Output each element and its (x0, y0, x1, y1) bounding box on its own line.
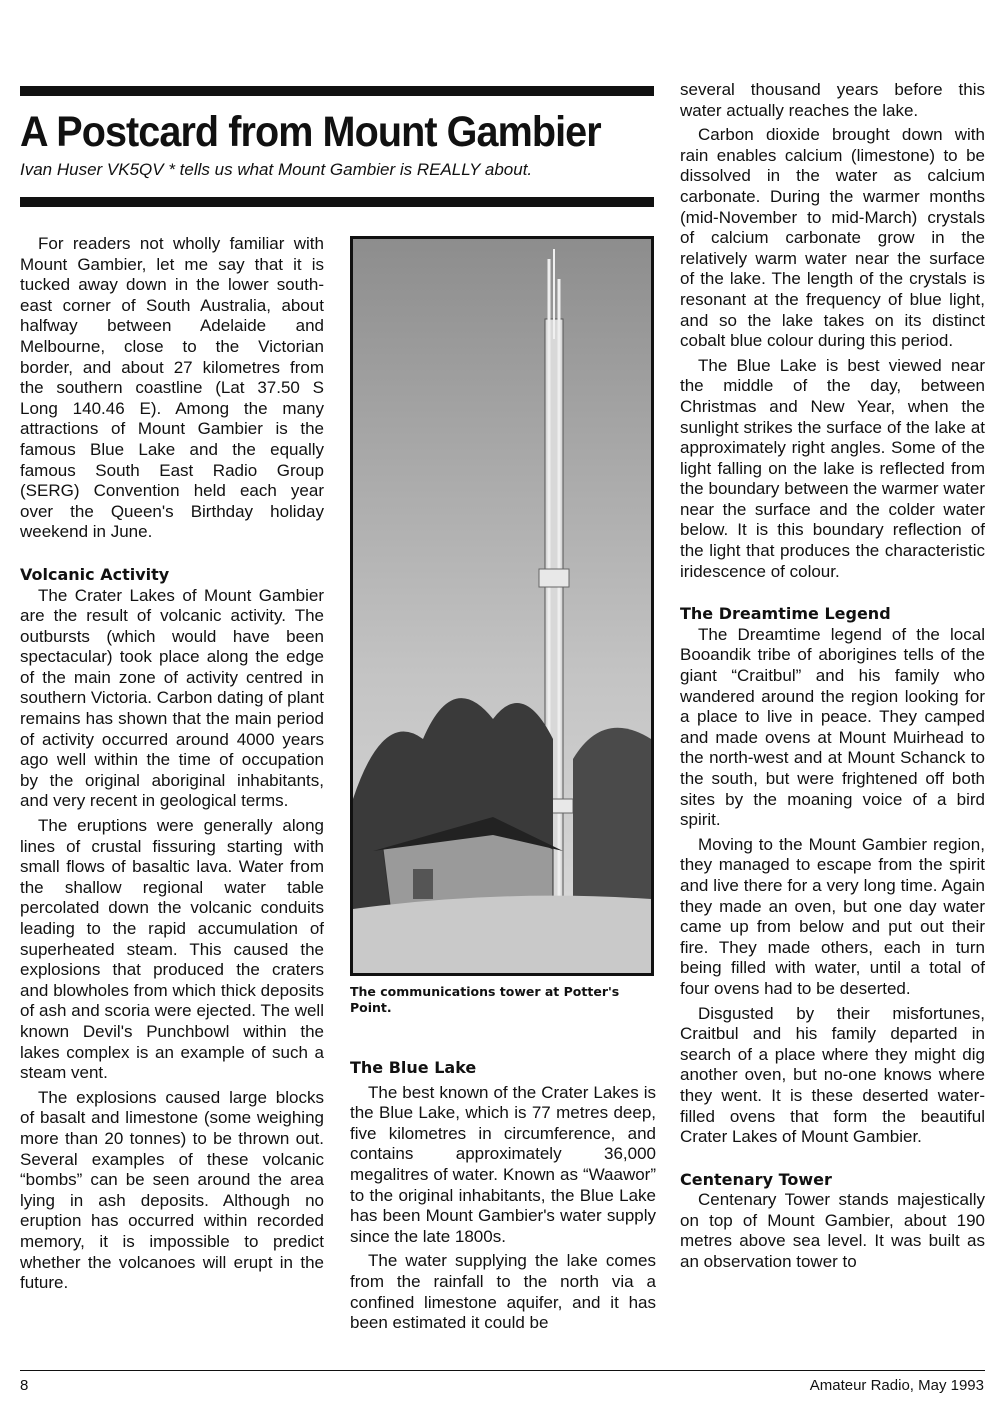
footer-rule (20, 1370, 985, 1371)
paragraph: The Crater Lakes of Mount Gambier are the result of volcanic activity. The outbursts (which would have been spectacular) took place along the edge of the main zone of activity centred in southern Victoria. Carbon dating of plant remains has shown that the main period of activity occurred around 4000 years ago well within the time of occupation by the original aboriginal inhabitants, and very recent in geological terms. (20, 585, 324, 811)
heading-the-blue-lake: The Blue Lake (350, 1058, 477, 1077)
intro-paragraph: For readers not wholly familiar with Mount Gambier, let me say that it is tucked away down in the lower south-east corner of South Australia, about halfway between Adelaide and Melbourne, close to the Victorian border, and about 27 kilometres from the southern coastline (Lat 37.50 S Long 140.46 E). Among the many attractions of Mount Gambier is the famous Blue Lake and the equally famous South East Radio Group (SERG) Convention held each year over the Queen's Birthday holiday weekend in June. (20, 234, 324, 542)
column-2 (350, 1058, 656, 1334)
paragraph: The eruptions were generally along lines of crustal fissuring starting with small flows of basaltic lava. Water from the shallow regional water table percolated down the volcanic conduits leading to the rapid accumulation of superheated steam. This caused the explosions that produced the craters and blowholes from which thick deposits of ash and scoria were ejected. The well known Devil's Punchbowl within the lakes complex is an example of such a steam vent. (20, 816, 324, 1083)
paragraph: Carbon dioxide brought down with rain enables calcium (limestone) to be dissolved in the water as calcium carbonate. During the warmer months (mid-November to mid-March) crystals of calcium carbonate grow in the relatively warm water near the surface of the lake. The length of the crystals is resonant at the frequency of blue light, and so the lake takes on its distinct cobalt blue colour during this period. (680, 125, 985, 351)
paragraph: several thousand years before this water actually reaches the lake. (680, 80, 985, 120)
heading-dreamtime-legend: The Dreamtime Legend (680, 604, 891, 624)
heading-centenary-tower: Centenary Tower (680, 1169, 832, 1189)
tower-illustration (353, 239, 651, 973)
paragraph: The Dreamtime legend of the local Booandik tribe of aborigines tells of the giant “Craitbul” and his family who wandered around the region looking for a place to live in peace. They camped and made ovens at Mount Muirhead to the north-west and at Mount Schanck to the south, but were frightened off both sites by the moaning voice of a bird spirit. (680, 624, 985, 830)
paragraph: The best known of the Crater Lakes is the Blue Lake, which is 77 metres deep, five kilometres in circumference, and contains approximately 36,000 megalitres of water. Known as “Waawor” to the original inhabitants, the Blue Lake has been Mount Gambier's water supply since the late 1800s. (350, 1082, 656, 1246)
page-number: 8 (20, 1377, 29, 1394)
paragraph: The water supplying the lake comes from the rainfall to the north via a confined limestone aquifer, and it has been estimated it could be (350, 1251, 656, 1333)
publication-info: Amateur Radio, May 1993 (809, 1377, 984, 1394)
paragraph: Centenary Tower stands majestically on top of Mount Gambier, about 190 metres above sea level. It was built as an observation tower to (680, 1190, 985, 1272)
paragraph: The Blue Lake is best viewed near the middle of the day, between Christmas and New Year, when the sunlight strikes the surface of the lake at approximately right angles. Some of the light falling on the lake is reflected from the boundary between the warmer water near the surface and the colder water below. It is this boundary reflection of the light that produces the characteristic iridescence of colour. (680, 355, 985, 581)
heading-volcanic-activity: Volcanic Activity (20, 564, 170, 584)
photo-caption: The communications tower at Potter's Point. (350, 984, 620, 1015)
tower-photo (350, 236, 654, 976)
byline: Ivan Huser VK5QV * tells us what Mount Gambier is REALLY about. (20, 160, 533, 179)
paragraph: The explosions caused large blocks of basalt and limestone (some weighing more than 20 tonnes) to be thrown out. Several examples of these volcanic “bombs” can be seen around the area lying in ash deposits. Although no eruption has occurred within recorded memory, it is impossible to predict whether the volcanoes will erupt in the future. (20, 1087, 324, 1293)
header-bottom-rule (20, 197, 654, 207)
column-3 (680, 80, 985, 1273)
paragraph: Moving to the Mount Gambier region, they managed to escape from the spirit and live there for a very long time. Again they made an oven, but one day water came up from below and put out their fire. They made others, each in turn being filled with water, until a total of four ovens had to be deserted. (680, 834, 985, 998)
top-rule (20, 86, 654, 96)
column-1 (20, 234, 324, 1294)
paragraph: Disgusted by their misfortunes, Craitbul and his family departed in search of a place where they might dig another oven, but no-one knows where they went. It is these deserted water-filled ovens that form the beautiful Crater Lakes of Mount Gambier. (680, 1003, 985, 1147)
page-title: A Postcard from Mount Gambier (20, 108, 601, 156)
